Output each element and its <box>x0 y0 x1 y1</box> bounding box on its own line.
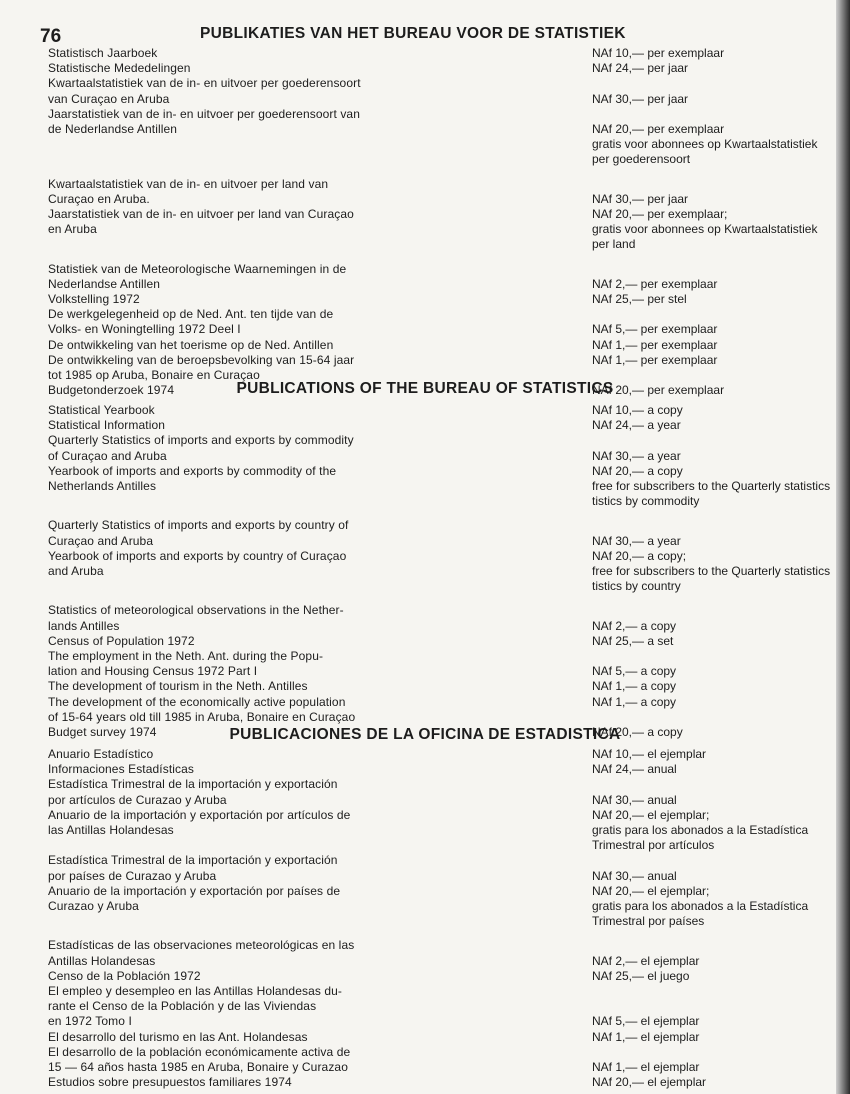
publication-title <box>48 549 396 579</box>
price-line <box>592 76 840 91</box>
title-line: Informaciones Estadísticas <box>48 762 194 777</box>
price-line: Trimestral por artículos <box>592 838 715 853</box>
title-line: Curaçao en Aruba. <box>48 191 150 206</box>
title-line: rante el Censo de la Población y de las Viviendas <box>48 999 317 1014</box>
publication-row <box>48 177 840 207</box>
publication-title <box>48 603 396 633</box>
title-line: Estadísticas de las observaciones meteorológicas en las <box>48 938 355 953</box>
publication-title <box>48 418 396 433</box>
publication-title <box>48 76 396 106</box>
publication-price <box>592 969 840 984</box>
publication-price <box>592 747 840 762</box>
title-line: El desarrollo del turismo en las Ant. Holandesas <box>48 1029 308 1044</box>
publication-title <box>48 518 396 548</box>
publication-title <box>48 464 396 494</box>
price-line: NAf 2,— el ejemplar <box>592 953 700 968</box>
title-line: The development of the economically active population <box>48 694 346 709</box>
publication-row <box>48 1045 840 1075</box>
publication-title <box>48 747 396 762</box>
publication-title <box>48 938 396 968</box>
title-line: Volkstelling 1972 <box>48 292 140 307</box>
title-line: of 15-64 years old till 1985 in Aruba, Bonaire en Curaçao <box>48 709 356 724</box>
price-line: gratis voor abonnees op Kwartaalstatistiek <box>592 222 818 237</box>
price-line: NAf 2,— a copy <box>592 618 677 633</box>
title-line: Kwartaalstatistiek van de in- en uitvoer per goederensoort <box>48 76 361 91</box>
title-line: Quarterly Statistics of imports and exports by commodity <box>48 433 354 448</box>
publication-title <box>48 61 396 76</box>
publication-row <box>48 984 840 1030</box>
title-line: El empleo y desempleo en las Antillas Holandesas du- <box>48 984 343 999</box>
publication-price <box>592 1030 840 1045</box>
publication-price <box>592 464 840 510</box>
publication-price <box>592 353 840 368</box>
publication-price <box>592 603 840 633</box>
publication-price <box>592 884 840 930</box>
price-line: gratis voor abonnees op Kwartaalstatistiek <box>592 137 818 152</box>
price-line: NAf 20,— per exemplaar <box>592 383 725 398</box>
publication-price <box>592 695 840 710</box>
publication-price <box>592 61 840 76</box>
title-line: Curazao y Aruba <box>48 899 139 914</box>
price-line: NAf 5,— a copy <box>592 664 677 679</box>
price-line: NAf 20,— a copy <box>592 463 683 478</box>
publication-price <box>592 1075 840 1090</box>
price-line <box>592 649 840 664</box>
title-line: Statistical Information <box>48 418 166 433</box>
title-line: Anuario de la importación y exportación por países de <box>48 883 341 898</box>
publication-title <box>48 433 396 463</box>
price-line: NAf 24,— a year <box>592 418 681 433</box>
price-line: NAf 5,— el ejemplar <box>592 1014 700 1029</box>
title-line: Statistiek van de Meteorologische Waarnemingen in de <box>48 261 347 276</box>
price-line: NAf 30,— a year <box>592 448 681 463</box>
publication-row <box>48 747 840 762</box>
price-line: NAf 20,— el ejemplar <box>592 1075 707 1090</box>
publication-title <box>48 207 396 237</box>
title-line: van Curaçao en Aruba <box>48 91 170 106</box>
publication-row <box>48 61 840 76</box>
price-line <box>592 853 840 868</box>
publication-price <box>592 938 840 968</box>
publication-title <box>48 634 396 649</box>
price-line <box>592 938 840 953</box>
price-line: NAf 20,— el ejemplar; <box>592 883 710 898</box>
price-line <box>592 999 840 1014</box>
title-line: Censo de la Población 1972 <box>48 968 201 983</box>
title-line: Statistische Mededelingen <box>48 61 191 76</box>
publication-title <box>48 853 396 883</box>
publication-row <box>48 649 840 679</box>
price-line: Trimestral por países <box>592 914 705 929</box>
price-line: NAf 10,— a copy <box>592 403 683 417</box>
publication-row <box>48 969 840 984</box>
publication-price <box>592 207 840 253</box>
title-line: De ontwikkeling van het toerisme op de Ned. Antillen <box>48 337 334 352</box>
price-line <box>592 603 840 618</box>
price-line <box>592 107 840 122</box>
price-line: NAf 1,— el ejemplar <box>592 1029 700 1044</box>
publication-price <box>592 984 840 1030</box>
publication-title <box>48 353 396 383</box>
price-line: gratis para los abonados a la Estadística <box>592 823 809 838</box>
publication-row <box>48 433 840 463</box>
publication-title <box>48 884 396 914</box>
price-line: NAf 20,— per exemplaar; <box>592 207 728 222</box>
price-line: NAf 30,— anual <box>592 868 677 883</box>
publication-price <box>592 762 840 777</box>
price-line: NAf 1,— el ejemplar <box>592 1060 700 1075</box>
section-english <box>48 403 840 740</box>
publication-price <box>592 853 840 883</box>
price-line: tistics by commodity <box>592 494 700 509</box>
publication-price <box>592 808 840 854</box>
price-line: NAf 1,— a copy <box>592 679 677 694</box>
title-line: Volks- en Woningtelling 1972 Deel I <box>48 322 241 337</box>
price-line: NAf 10,— el ejemplar <box>592 747 707 761</box>
publication-title <box>48 403 396 418</box>
title-line: Estadística Trimestral de la importación y exportación <box>48 777 338 792</box>
publication-price <box>592 549 840 595</box>
title-line: Kwartaalstatistiek van de in- en uitvoer per land van <box>48 176 329 191</box>
title-line: Nederlandse Antillen <box>48 276 161 291</box>
publication-row <box>48 549 840 595</box>
publication-title <box>48 969 396 984</box>
price-line: NAf 25,— a set <box>592 633 674 648</box>
title-line: lands Antilles <box>48 618 120 633</box>
price-line <box>592 433 840 448</box>
title-line: El desarrollo de la población económicamente activa de <box>48 1044 351 1059</box>
publication-price <box>592 433 840 463</box>
title-line: Anuario Estadístico <box>48 747 154 761</box>
title-line: Netherlands Antilles <box>48 479 157 494</box>
price-line: NAf 24,— anual <box>592 762 677 777</box>
publication-price <box>592 307 840 337</box>
price-line: per goederensoort <box>592 152 691 167</box>
title-line: Jaarstatistiek van de in- en uitvoer per goederensoort van <box>48 106 360 121</box>
price-line: NAf 2,— per exemplaar <box>592 276 718 291</box>
price-line: NAf 30,— anual <box>592 792 677 807</box>
publication-title <box>48 107 396 137</box>
publication-title <box>48 292 396 307</box>
publication-price <box>592 76 840 106</box>
publication-row <box>48 262 840 292</box>
publication-row <box>48 107 840 168</box>
publication-title <box>48 1045 396 1075</box>
title-line: Estudios sobre presupuestos familiares 1974 <box>48 1075 292 1090</box>
price-line: free for subscribers to the Quarterly statistics <box>592 479 831 494</box>
publication-title <box>48 762 396 777</box>
price-line: free for subscribers to the Quarterly statistics <box>592 564 831 579</box>
price-line: NAf 1,— per exemplaar <box>592 337 718 352</box>
publication-price <box>592 518 840 548</box>
publication-row <box>48 777 840 807</box>
publication-price <box>592 777 840 807</box>
publication-title <box>48 679 396 694</box>
price-line: NAf 1,— a copy <box>592 694 677 709</box>
title-line: Statistisch Jaarboek <box>48 46 158 60</box>
price-line <box>592 177 840 192</box>
title-line: tot 1985 op Aruba, Bonaire en Curaçao <box>48 368 260 383</box>
price-line <box>592 307 840 322</box>
publication-title <box>48 808 396 838</box>
publication-title <box>48 307 396 337</box>
publication-row <box>48 418 840 433</box>
publication-row <box>48 76 840 106</box>
publication-title <box>48 262 396 292</box>
price-line: NAf 5,— per exemplaar <box>592 322 718 337</box>
price-line: NAf 1,— per exemplaar <box>592 352 718 367</box>
publication-price <box>592 107 840 168</box>
publication-row <box>48 853 840 883</box>
section-title-spanish: PUBLICACIONES DE LA OFICINA DE ESTADISTICA <box>229 726 621 743</box>
price-line <box>592 262 840 277</box>
price-line: NAf 20,— a copy <box>592 725 683 740</box>
title-line: Estadística Trimestral de la importación y exportación <box>48 853 338 868</box>
title-line: Statistics of meteorological observations in the Nether- <box>48 603 344 618</box>
publication-price <box>592 177 840 207</box>
publication-row <box>48 695 840 725</box>
publication-row <box>48 1030 840 1045</box>
publication-price <box>592 262 840 292</box>
title-line: Yearbook of imports and exports by country of Curaçao <box>48 548 347 563</box>
price-line: NAf 25,— el juego <box>592 968 690 983</box>
section-spacer <box>48 594 840 603</box>
title-line: De werkgelegenheid op de Ned. Ant. ten tijde van de <box>48 307 334 322</box>
publication-row <box>48 603 840 633</box>
section-spacer <box>48 929 840 938</box>
section-spacer <box>48 253 840 262</box>
price-line: NAf 20,— per exemplaar <box>592 122 725 137</box>
price-line: NAf 20,— el ejemplar; <box>592 807 710 822</box>
publication-row <box>48 762 840 777</box>
publication-row <box>48 46 840 61</box>
title-line: Curaçao and Aruba <box>48 533 154 548</box>
title-line: De ontwikkeling van de beroepsbevolking van 15-64 jaar <box>48 352 355 367</box>
price-line: NAf 10,— per exemplaar <box>592 46 725 60</box>
publication-price <box>592 46 840 61</box>
title-line: por países de Curazao y Aruba <box>48 868 217 883</box>
title-line: lation and Housing Census 1972 Part I <box>48 664 258 679</box>
price-line: NAf 30,— per jaar <box>592 91 689 106</box>
price-line: NAf 30,— per jaar <box>592 191 689 206</box>
publication-row <box>48 307 840 337</box>
publication-title <box>48 1030 396 1045</box>
title-line: en Aruba <box>48 222 97 237</box>
title-line: Statistical Yearbook <box>48 403 155 417</box>
title-line: por artículos de Curazao y Aruba <box>48 792 227 807</box>
price-line: NAf 30,— a year <box>592 533 681 548</box>
title-line: of Curaçao and Aruba <box>48 448 167 463</box>
publication-price <box>592 1045 840 1075</box>
publication-row <box>48 338 840 353</box>
publication-title <box>48 649 396 679</box>
publication-title <box>48 695 396 725</box>
price-line: tistics by country <box>592 579 681 594</box>
title-line: 15 — 64 años hasta 1985 en Aruba, Bonaire y Curazao <box>48 1060 348 1075</box>
title-line: Jaarstatistiek van de in- en uitvoer per land van Curaçao <box>48 207 354 222</box>
title-line: and Aruba <box>48 564 104 579</box>
publication-row <box>48 1075 840 1090</box>
title-line: Budgetonderzoek 1974 <box>48 383 175 398</box>
publication-price <box>592 338 840 353</box>
publication-row <box>48 207 840 253</box>
publication-title <box>48 984 396 1030</box>
section-title-dutch: PUBLIKATIES VAN HET BUREAU VOOR DE STATISTIEK <box>200 25 626 42</box>
publication-price <box>592 679 840 694</box>
publication-row <box>48 464 840 510</box>
title-line: Census of Population 1972 <box>48 633 195 648</box>
publication-title <box>48 777 396 807</box>
publication-row <box>48 634 840 649</box>
section-spanish <box>48 747 840 1090</box>
price-line: NAf 24,— per jaar <box>592 61 689 76</box>
price-line: NAf 20,— a copy; <box>592 548 687 563</box>
publication-row <box>48 808 840 854</box>
section-title-english: PUBLICATIONS OF THE BUREAU OF STATISTICS <box>236 380 614 397</box>
price-line <box>592 518 840 533</box>
publication-row <box>48 938 840 968</box>
price-line <box>592 777 840 792</box>
publication-title <box>48 1075 396 1090</box>
title-line: en 1972 Tomo I <box>48 1014 132 1029</box>
section-spacer <box>48 168 840 177</box>
publication-row <box>48 518 840 548</box>
publication-row <box>48 884 840 930</box>
publication-price <box>592 634 840 649</box>
page-number: 76 <box>40 26 62 47</box>
publication-price <box>592 418 840 433</box>
publication-title <box>48 177 396 207</box>
publication-title <box>48 338 396 353</box>
section-spacer <box>48 509 840 518</box>
publication-row <box>48 403 840 418</box>
publication-title <box>48 46 396 61</box>
title-line: Yearbook of imports and exports by commodity of the <box>48 463 337 478</box>
title-line: The employment in the Neth. Ant. during the Popu- <box>48 649 324 664</box>
section-dutch <box>48 46 840 398</box>
title-line: las Antillas Holandesas <box>48 823 174 838</box>
publication-price <box>592 649 840 679</box>
publication-row <box>48 292 840 307</box>
publication-row <box>48 353 840 383</box>
price-line: gratis para los abonados a la Estadística <box>592 899 809 914</box>
title-line: Quarterly Statistics of imports and exports by country of <box>48 518 349 533</box>
publication-price <box>592 403 840 418</box>
title-line: de Nederlandse Antillen <box>48 122 178 137</box>
title-line: Anuario de la importación y exportación por artículos de <box>48 807 351 822</box>
price-line: per land <box>592 237 636 252</box>
price-line <box>592 1045 840 1060</box>
title-line: The development of tourism in the Neth. Antilles <box>48 679 308 694</box>
title-line: Antillas Holandesas <box>48 953 156 968</box>
title-line: Budget survey 1974 <box>48 725 157 740</box>
publication-row <box>48 679 840 694</box>
publication-price <box>592 292 840 307</box>
price-line: NAf 25,— per stel <box>592 292 687 307</box>
price-line <box>592 984 840 999</box>
